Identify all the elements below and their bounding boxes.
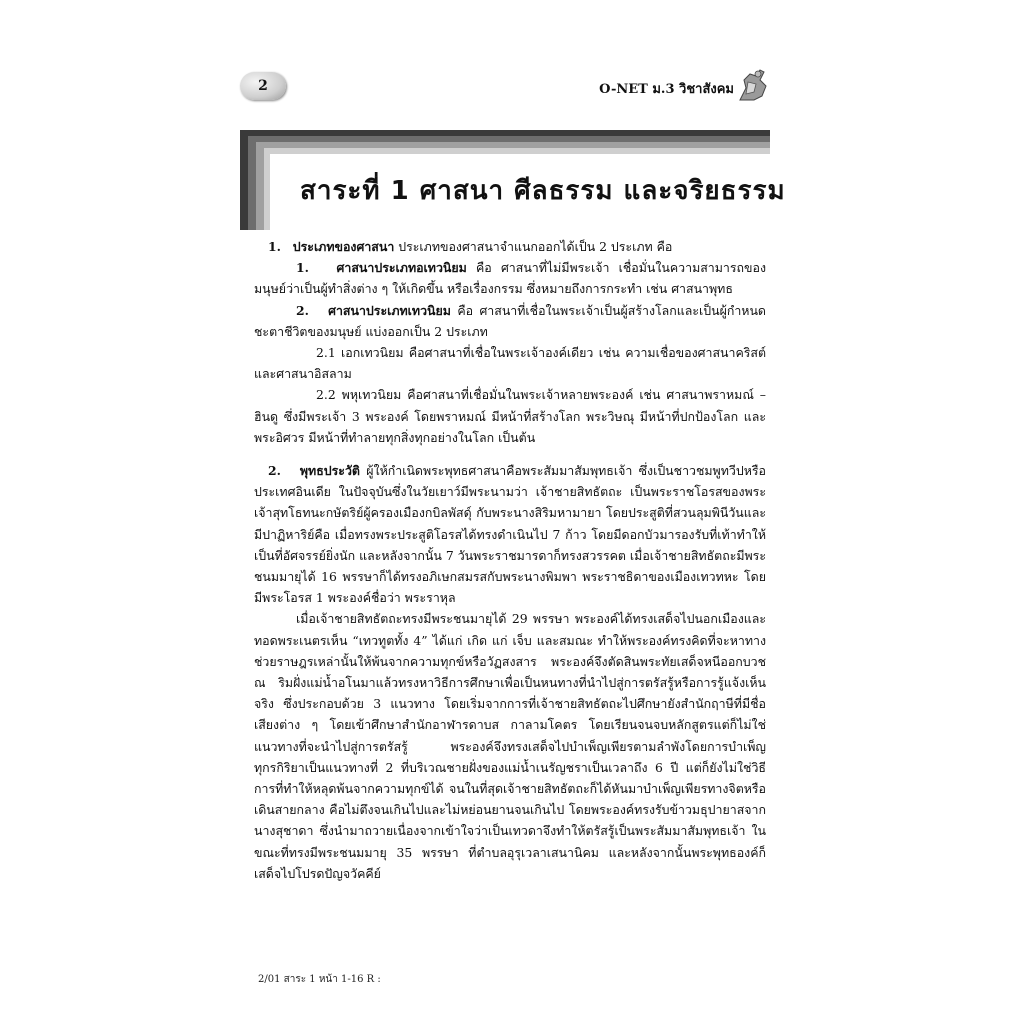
page-number-badge: [240, 72, 286, 100]
item-2-heading: ศาสนาประเภทเทวนิยม: [328, 302, 451, 318]
subitem-2-1-paragraph: 2.1 เอกเทวนิยม คือศาสนาที่เชื่อในพระเจ้าองค์เดียว เช่น ความเชื่อของศาสนาคริสต์และศาสนาอิสลาม: [254, 345, 766, 382]
item-1-number: 1.: [296, 260, 309, 276]
section-1-heading: ประเภทของศาสนา: [292, 239, 395, 254]
section-2-text: ผู้ให้กำเนิดพระพุทธศาสนาคือพระสัมมาสัมพุทธเจ้า ซึ่งเป็นชาวชมพูทวีปหรือประเทศอินเดีย ในปัจจุบันซึ่งในวัยเยาว์มีพระนามว่า เจ้าชายสิทธัตถะ เป็นพระราชโอรสของพระเจ้าสุทโธทนะกษัตริย์ผู้ครองเมืองกบิลพัสดุ์ กับพระนางสิริมหามายา โดยประสูติที่สวนลุมพินีวันและมีปาฏิหาริย์คือ เมื่อทรงพระประสูติโอรสได้ทรงดำเนินไป 7 ก้าว โดยมีดอกบัวมารองรับที่เท้าทำให้เป็นที่อัศจรรย์ยิ่งนัก และหลังจากนั้น 7 วันพระราชมารดาก็ทรงสวรรคต เมื่อเจ้าชายสิทธัตถะมีพระชนมมายุได้ 16 พรรษาก็ได้ทรงอภิเษกสมรสกับพระนางพิมพา พระราชธิดาของเมืองเทวทหะ โดยมีพระโอรส 1 พระองค์ชื่อว่า พระราหุล: [254, 463, 766, 606]
section-2-heading: พุทธประวัติ: [299, 463, 360, 479]
section-1-text: ประเภทของศาสนาจำแนกออกได้เป็น 2 ประเภท คือ: [394, 239, 673, 254]
item-2-text: คือ ศาสนาที่เชื่อในพระเจ้าเป็นผู้สร้างโลกและเป็นผู้กำหนดชะตาชีวิตของมนุษย์ แบ่งออกเป็น 2 ประเภท: [254, 302, 766, 339]
item-1-heading: ศาสนาประเภทอเทวนิยม: [336, 260, 467, 276]
subitem-2-2-paragraph: 2.2 พหุเทวนิยม คือศาสนาที่เชื่อมั่นในพระเจ้าหลายพระองค์ เช่น ศาสนาพราหมณ์ – ฮินดู ซึ่งมีพระเจ้า 3 พระองค์ โดยพราหมณ์ มีหน้าที่สร้างโลก พระวิษณุ มีหน้าที่ปกป้องโลก และพระอิศวร มีหน้าที่ทำลายทุกสิ่งทุกอย่างในโลก เป็นต้น: [254, 387, 766, 445]
item-1-text: คือ ศาสนาที่ไม่มีพระเจ้า เชื่อมั่นในความสามารถของมนุษย์ว่าเป็นผู้ทำสิ่งต่าง ๆ ให้เกิดขึ้น หรือเรื่องกรรม ซึ่งหมายถึงการกระทำ เช่น ศาสนาพุทธ: [254, 260, 766, 297]
item-2-paragraph: [254, 300, 766, 342]
chapter-title: สาระที่ 1 ศาสนา ศีลธรรม และจริยธรรม: [300, 176, 786, 206]
section-2-paragraph: [254, 460, 766, 608]
item-2-number: 2.: [296, 302, 309, 318]
section-1-paragraph: [254, 236, 766, 257]
section-1-number: 1.: [268, 239, 281, 254]
item-1-paragraph: [254, 257, 766, 299]
running-head: O-NET ม.3 วิชาสังคม: [599, 82, 734, 97]
section-2-number: 2.: [268, 463, 281, 479]
thinker-statue-icon: [736, 66, 770, 102]
section-2-paragraph-2: เมื่อเจ้าชายสิทธัตถะทรงมีพระชนมายุได้ 29 พรรษา พระองค์ได้ทรงเสด็จไปนอกเมืองและทอดพระเนตรเห็น “เทวทูตทั้ง 4” ได้แก่ เกิด แก่ เจ็บ และสมณะ ทำให้พระองค์ทรงคิดที่จะหาทางช่วยราษฎรเหล่านั้นให้พ้นจากความทุกข์หรือวัฏสงสาร พระองค์จึงตัดสินพระทัยเสด็จหนีออกบวช ณ ริมฝั่งแม่น้ำอโนมาแล้วทรงหาวิธีการศึกษาเพื่อเป็นหนทางที่นำไปสู่การตรัสรู้หรือการรู้แจ้งเห็นจริง ซึ่งประกอบด้วย 3 แนวทาง โดยเริ่มจากการที่เจ้าชายสิทธัตถะไปศึกษายังสำนักฤาษีที่มีชื่อเสียงต่าง ๆ โดยเข้าศึกษาสำนักอาฬารดาบส กาลามโคตร โดยเรียนจนจบหลักสูตรแต่ก็ไม่ใช่แนวทางที่จะนำไปสู่การตรัสรู้ พระองค์จึงทรงเสด็จไปบำเพ็ญเพียรตามลำพังโดยการบำเพ็ญทุกรกิริยาเป็นแนวทางที่ 2 ที่บริเวณชายฝั่งของแม่น้ำเนรัญชราเป็นเวลาถึง 6 ปี แต่ก็ยังไม่ใช่วิธีการที่ทำให้หลุดพ้นจากความทุกข์ได้ จนในที่สุดเจ้าชายสิทธัตถะก็ได้หันมาบำเพ็ญเพียรทางจิตหรือเดินสายกลาง คือไม่ตึงจนเกินไปและไม่หย่อนยานจนเกินไป โดยพระองค์ทรงรับข้าวมธุปายาสจากนางสุชาดา ซึ่งนำมาถวายเนื่องจากเข้าใจว่าเป็นเทวดาจึงทำให้ตรัสรู้เป็นพระสัมมาสัมพุทธเจ้า ในขณะที่ทรงมีพระชนมมายุ 35 พรรษา ที่ตำบลอุรุเวลาเสนานิคม และหลังจากนั้นพระพุทธองค์ก็เสด็จไปโปรดปัญจวัคคีย์: [254, 611, 766, 881]
footer-slug: 2/01 สาระ 1 หน้า 1-16 R :: [258, 974, 381, 985]
page-number: 2: [258, 78, 268, 94]
body-text: [254, 236, 766, 884]
